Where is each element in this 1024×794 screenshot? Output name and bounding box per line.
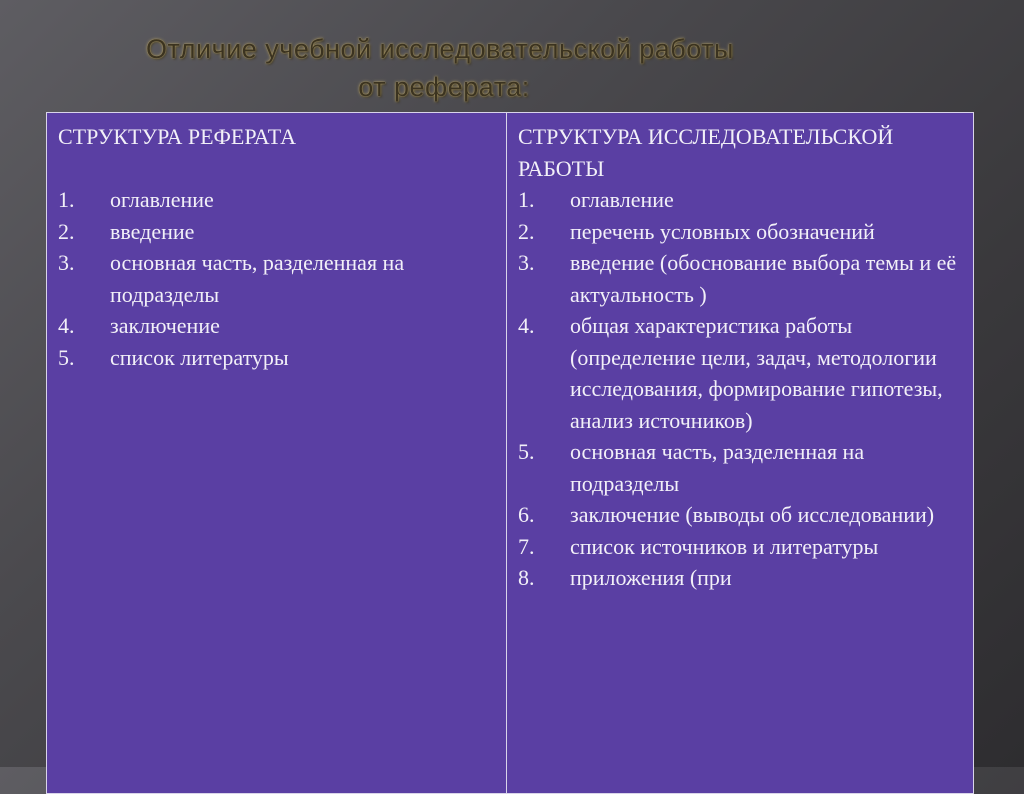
list-item-number: 3. [58,250,75,275]
list-item [58,342,496,374]
list-item-text: список литературы [110,344,289,370]
list-item [518,247,965,310]
list-item [518,310,965,436]
essay-structure-header: СТРУКТУРА РЕФЕРАТА [58,124,296,149]
list-item-text: основная часть, разделенная на подразделы [110,250,405,307]
list-item-number: 5. [58,344,75,370]
list-item [518,184,965,216]
list-item [58,310,496,342]
list-item-number: 8. [518,565,535,590]
list-item-number: 5. [518,439,535,464]
list-item-number: 1. [518,187,535,212]
list-item-text: общая характеристика работы (определение цели, задач, методологии исследования, формирование гипотезы, анализ источников) [570,313,943,433]
slide-title-line-1: Отличие учебной исследовательской работы [146,34,734,64]
list-item-text: перечень условных обозначений [570,218,875,244]
list-item-number: 7. [518,533,535,559]
list-item-text: введение (обоснование выбора темы и её актуальность ) [570,250,957,307]
list-item-text: заключение (выводы об исследовании) [570,502,935,527]
list-item [518,562,965,594]
slide-title [60,30,820,106]
essay-structure-column [47,113,507,793]
list-item-number: 4. [518,313,535,338]
list-item-text: оглавление [110,187,214,212]
list-item-number: 4. [58,313,75,338]
list-item-number: 6. [518,502,535,527]
list-item [58,184,496,216]
research-structure-list [518,184,965,594]
list-item [518,436,965,499]
comparison-table [46,112,974,794]
essay-structure-list [58,184,496,373]
list-item [518,499,965,531]
list-item-number: 3. [518,250,535,275]
list-item [518,216,965,248]
list-item-number: 2. [518,218,535,244]
research-structure-column [507,113,973,793]
list-item-text: заключение [110,313,220,338]
list-item [58,247,496,310]
list-item-text: основная часть, разделенная на подразделы [570,439,865,496]
research-structure-header: СТРУКТУРА ИССЛЕДОВАТЕЛЬСКОЙ РАБОТЫ [518,124,894,181]
list-item [58,216,496,248]
list-item-number: 1. [58,187,75,212]
list-item-text: оглавление [570,187,674,212]
slide-title-line-2: от реферата: [358,72,530,102]
list-item-text: введение [110,218,195,244]
list-item-text: список источников и литературы [570,533,879,559]
list-item [518,531,965,563]
list-item-number: 2. [58,218,75,244]
list-item-text: приложения (при [570,565,732,590]
